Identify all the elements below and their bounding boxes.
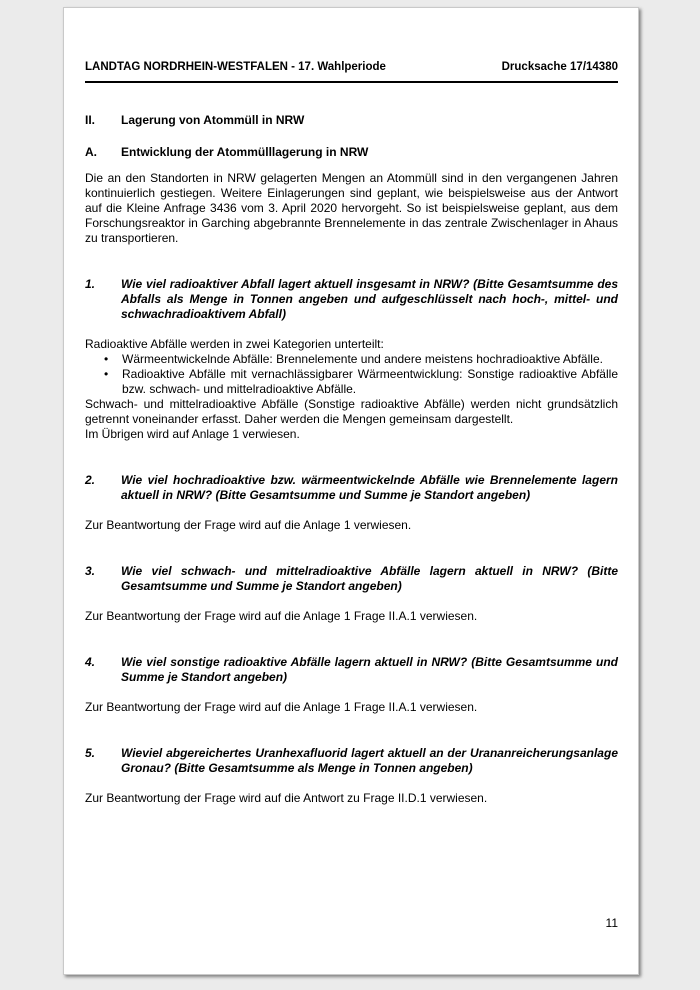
document-page bbox=[63, 7, 639, 975]
question-1 bbox=[85, 277, 618, 322]
answer-4-text: Zur Beantwortung der Frage wird auf die Anlage 1 Frage II.A.1 verwiesen. bbox=[85, 700, 478, 714]
subsection-number: A. bbox=[85, 145, 97, 159]
document-header bbox=[85, 60, 618, 75]
bullet-icon: • bbox=[104, 367, 109, 381]
bullet-item-2 bbox=[104, 367, 618, 397]
answer-1-reference: Im Übrigen wird auf Anlage 1 verwiesen. bbox=[85, 427, 300, 441]
question-4 bbox=[85, 655, 618, 685]
answer-3-text: Zur Beantwortung der Frage wird auf die Anlage 1 Frage II.A.1 verwiesen. bbox=[85, 609, 478, 623]
page-number: 11 bbox=[605, 916, 618, 930]
intro-paragraph: Die an den Standorten in NRW gelagerten Mengen an Atommüll sind in den vergangenen Jahren kontinuierlich gestiegen. Weitere Einlagerungen sind geplant, wie beispielsweise aus der Antwort auf die Kleine Anfrage 3436 vom 3. April 2020 hervorgeht. So ist beispielsweise geplant, aus dem Forschungsreaktor in Garching abgebrannte Brennelemente in das zentrale Zwischenlager in Ahaus zu transportieren. bbox=[85, 171, 618, 245]
section-number: II. bbox=[85, 113, 96, 127]
question-5 bbox=[85, 746, 618, 776]
bullet-1-text: Wärmeentwickelnde Abfälle: Brennelemente und andere meistens hochradioaktive Abfälle. bbox=[122, 352, 603, 366]
header-doc-number: Drucksache 17/14380 bbox=[501, 61, 618, 73]
question-3 bbox=[85, 564, 618, 594]
section-title: Lagerung von Atommüll in NRW bbox=[121, 113, 305, 127]
question-1-text: Wie viel radioaktiver Abfall lagert aktuell insgesamt in NRW? (Bitte Gesamtsumme des Abfalls als Menge in Tonnen angeben und aufgeschlüsselt nach hoch-, mittel- und schwachradioaktivem Abfall) bbox=[121, 277, 618, 321]
answer-1-paragraph: Schwach- und mittelradioaktive Abfälle (Sonstige radioaktive Abfälle) werden nicht grundsätzlich getrennt voneinander erfasst. Daher werden die Mengen gemeinsam dargestellt. bbox=[85, 397, 618, 426]
answer-1-intro: Radioaktive Abfälle werden in zwei Kategorien unterteilt: bbox=[85, 337, 384, 351]
question-1-number: 1. bbox=[85, 277, 96, 291]
question-5-number: 5. bbox=[85, 746, 96, 760]
question-2-number: 2. bbox=[85, 473, 96, 487]
answer-5-text: Zur Beantwortung der Frage wird auf die Antwort zu Frage II.D.1 verwiesen. bbox=[85, 791, 488, 805]
question-2 bbox=[85, 473, 618, 503]
question-4-text: Wie viel sonstige radioaktive Abfälle lagern aktuell in NRW? (Bitte Gesamtsumme und Summe je Standort angeben) bbox=[121, 655, 618, 684]
bullet-2-text: Radioaktive Abfälle mit vernachlässigbarer Wärmeentwicklung: Sonstige radioaktive Abfälle bzw. schwach- und mittelradioaktive Abfälle. bbox=[122, 367, 618, 396]
subsection-heading-a bbox=[85, 145, 618, 160]
section-heading-roman bbox=[85, 113, 618, 128]
question-2-text: Wie viel hochradioaktive bzw. wärmeentwickelnde Abfälle wie Brennelemente lagern aktuell in NRW? (Bitte Gesamtsumme und Summe je Standort angeben) bbox=[121, 473, 618, 502]
question-5-text: Wieviel abgereichertes Uranhexafluorid lagert aktuell an der Urananreicherungsanlage Gronau? (Bitte Gesamtsumme als Menge in Tonnen angeben) bbox=[121, 746, 618, 775]
question-3-number: 3. bbox=[85, 564, 96, 578]
header-divider bbox=[85, 81, 618, 83]
question-4-number: 4. bbox=[85, 655, 96, 669]
question-3-text: Wie viel schwach- und mittelradioaktive Abfälle lagern aktuell in NRW? (Bitte Gesamtsumme und Summe je Standort angeben) bbox=[121, 564, 618, 593]
subsection-title: Entwicklung der Atommülllagerung in NRW bbox=[121, 145, 369, 159]
answer-2-text: Zur Beantwortung der Frage wird auf die Anlage 1 verwiesen. bbox=[85, 518, 412, 532]
bullet-icon: • bbox=[104, 352, 109, 366]
bullet-item-1 bbox=[104, 352, 618, 367]
header-publisher: LANDTAG NORDRHEIN-WESTFALEN - 17. Wahlperiode bbox=[85, 61, 386, 73]
